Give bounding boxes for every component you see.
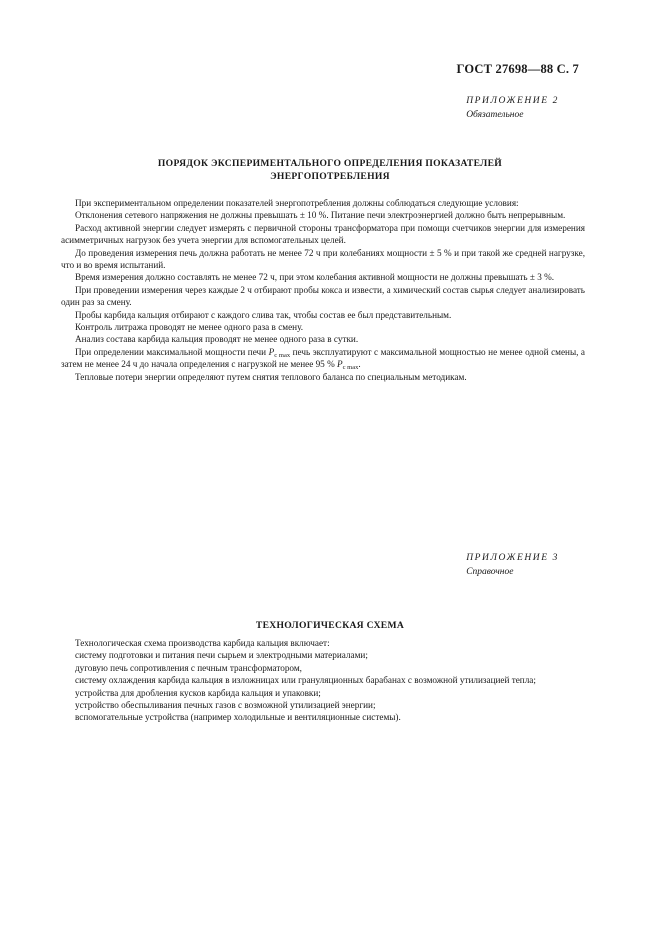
power-symbol: P [337,359,343,370]
section-1-title-line-1: ПОРЯДОК ЭКСПЕРИМЕНТАЛЬНОГО ОПРЕДЕЛЕНИЯ ПОКАЗАТЕЛЕЙ [157,158,503,169]
paragraph: Контроль литража проводят не менее одного раза в смену. [75,322,304,333]
list-item: устройства для дробления кусков карбида кальция и упаковки; [75,687,321,698]
paragraph: Тепловые потери энергии определяют путем снятия теплового баланса по специальным методикам. [75,371,467,382]
page-header: ГОСТ 27698—88 С. 7 [456,62,579,76]
paragraph: До проведения измерения печь должна работать не менее 72 ч при колебаниях мощности ± 5 % и при такой же средней нагрузке, что и во время испытаний. [61,247,585,271]
power-subscript: с max [342,364,359,372]
paragraph: Анализ состава карбида кальция проводят не менее одного раза в сутки. [75,334,359,345]
section-2-title: ТЕХНОЛОГИЧЕСКАЯ СХЕМА [255,620,405,631]
section-1-title-line-2: ЭНЕРГОПОТРЕБЛЕНИЯ [270,171,390,182]
power-subscript: с max [274,351,291,359]
section-1-title [70,157,590,183]
list-item: систему подготовки и питания печи сырьем и электродными материалами; [75,650,368,661]
section-1-body [61,197,585,383]
text-run: При определении максимальной мощности печи [75,346,269,357]
paragraph: При проведении измерения через каждые 2 ч отбирают пробы кокса и извести, а химический состав сырья следует анализировать один раз за смену. [61,284,585,308]
text-run: печь эксплуатируют с максимальной мощностью не менее одной смены, а затем не менее 24 ч до начала определения с нагрузкой не менее 95 % [61,346,586,370]
appendix-3-name: ПРИЛОЖЕНИЕ 3 [466,553,559,563]
section-2-body [61,637,585,724]
paragraph-max-power [61,346,585,371]
paragraph: Отклонения сетевого напряжения не должны превышать ± 10 %. Питание печи электроэнергией должно быть непрерывным. [75,210,566,221]
list-item: вспомогательные устройства (например холодильные и вентиляционные системы). [75,712,401,723]
paragraph: При экспериментальном определении показателей энергопотребления должны соблюдаться следующие условия: [75,198,519,208]
paragraph: Пробы карбида кальция отбирают с каждого слива так, чтобы состав ее был представительным. [75,309,452,320]
appendix-2-status: Обязательное [466,110,524,120]
list-item: дуговую печь сопротивления с печным трансформатором, [75,662,302,673]
list-item: систему охлаждения карбида кальция в изложницах или грануляционных барабанах с возможной утилизацией тепла; [75,675,536,686]
paragraph: Время измерения должно составлять не менее 72 ч, при этом колебания активной мощности не должны превышать ± 3 %. [75,272,555,283]
power-symbol: P [268,346,275,357]
appendix-2-label [466,94,559,122]
list-item: устройство обеспыливания печных газов с возможной утилизацией энергии; [75,700,376,711]
appendix-2-name: ПРИЛОЖЕНИЕ 2 [466,96,559,106]
appendix-3-status: Справочное [466,567,514,577]
text-run: . [358,359,361,370]
appendix-3-label [466,551,559,579]
paragraph: Расход активной энергии следует измерять с первичной стороны трансформатора при помощи счетчиков энергии для измерения асимметричных нагрузок без учета энергии для вспомогательных целей. [61,222,585,246]
list-item: Технологическая схема производства карбида кальция включает: [75,638,330,648]
